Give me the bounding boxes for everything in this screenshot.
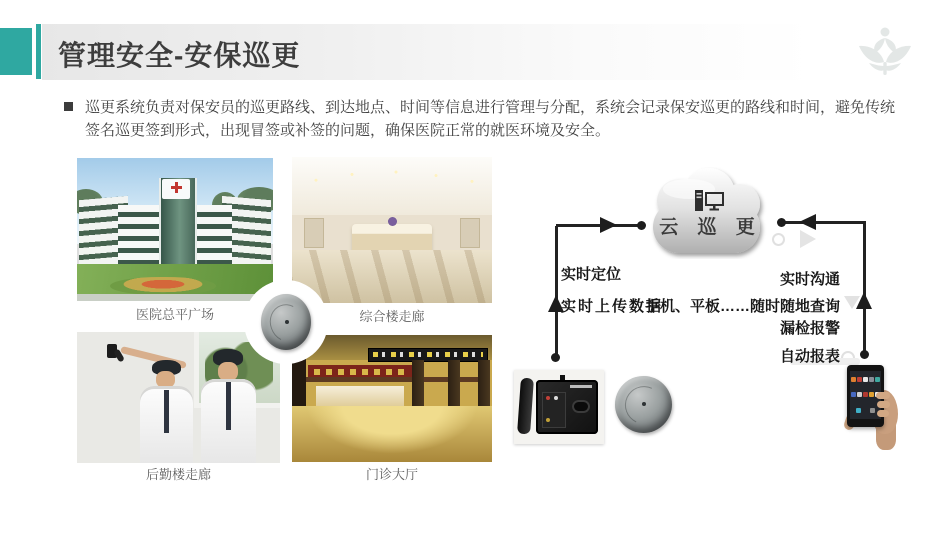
security-guard — [136, 360, 197, 463]
path — [77, 294, 273, 301]
led — [546, 396, 550, 400]
label-realtime-location: 实时定位 — [561, 266, 622, 283]
arrow-left-icon — [799, 214, 816, 230]
guard-tie — [226, 382, 232, 430]
caption-plaza: 医院总平广场 — [135, 307, 214, 322]
led — [546, 418, 550, 422]
connector-right-vertical — [863, 223, 866, 355]
door — [304, 218, 324, 248]
door — [460, 218, 480, 248]
bullet-marker — [64, 102, 73, 111]
finger — [876, 392, 890, 399]
connector-left-vertical — [555, 226, 558, 359]
photo-hospital-plaza — [77, 158, 273, 301]
flowers — [388, 217, 397, 226]
photo-complex-corridor — [292, 157, 492, 303]
guard-tie — [164, 390, 169, 433]
information-board — [368, 348, 488, 362]
label-missed-check-alarm: 漏检报警 — [779, 320, 840, 337]
cloud-label: 云 巡 更 — [659, 217, 762, 238]
page-title: 管理安全-安保巡更 — [58, 40, 301, 71]
connector-left-horizontal — [556, 224, 642, 227]
patrol-checkpoint-disc-icon — [261, 294, 311, 350]
security-guard — [197, 349, 260, 463]
arrow-up-icon — [856, 292, 872, 309]
service-counter — [316, 386, 404, 406]
flowerbed — [110, 277, 216, 296]
intro-paragraph: 巡更系统负责对保安员的巡更路线、到达地点、时间等信息进行管理与分配，系统会记录保安巡更的路线和时间，避免传统签名巡更签到形式，出现冒签或补签的问题，确保医院正常的就医环境及安全。 — [85, 99, 896, 139]
led — [554, 396, 558, 400]
node-dot — [860, 350, 869, 359]
cloud-server-monitor-icon — [694, 189, 724, 212]
finger — [877, 401, 890, 408]
photo-logistics-corridor-guards — [77, 332, 280, 463]
label-realtime-upload: 实时上传数据 — [561, 298, 664, 315]
arrow-right-icon — [600, 217, 617, 233]
connector-right-horizontal — [784, 221, 866, 224]
caption-logistics: 后勤楼走廊 — [145, 467, 211, 482]
accent-square — [0, 28, 32, 75]
red-cross-icon — [171, 182, 182, 193]
patrol-wand-icon — [517, 378, 534, 435]
ghost-arrow-icon — [800, 230, 816, 248]
node-dot — [551, 353, 560, 362]
finger — [877, 410, 889, 417]
photo-outpatient-hall — [292, 335, 492, 462]
node-dot — [777, 218, 786, 227]
floor — [292, 406, 492, 462]
reader-button — [572, 400, 590, 413]
building-block — [118, 205, 165, 266]
accent-bar — [36, 24, 41, 79]
patrol-reader-photo — [514, 370, 604, 444]
ghost-circle-icon — [772, 233, 785, 246]
label-auto-report: 自动报表 — [779, 348, 840, 365]
caption-complex: 综合楼走廊 — [359, 309, 425, 324]
label-realtime-communication: 实时沟通 — [779, 271, 840, 288]
patrol-checkpoint-disc-icon — [615, 376, 672, 433]
caption-outpatient: 门诊大厅 — [365, 467, 418, 482]
ceiling — [292, 157, 492, 215]
label-query-anywhere: 手机、平板……随时随地查询 — [644, 298, 840, 315]
floor — [292, 250, 492, 303]
reader-label — [570, 385, 592, 388]
organization-logo-icon — [856, 26, 914, 76]
